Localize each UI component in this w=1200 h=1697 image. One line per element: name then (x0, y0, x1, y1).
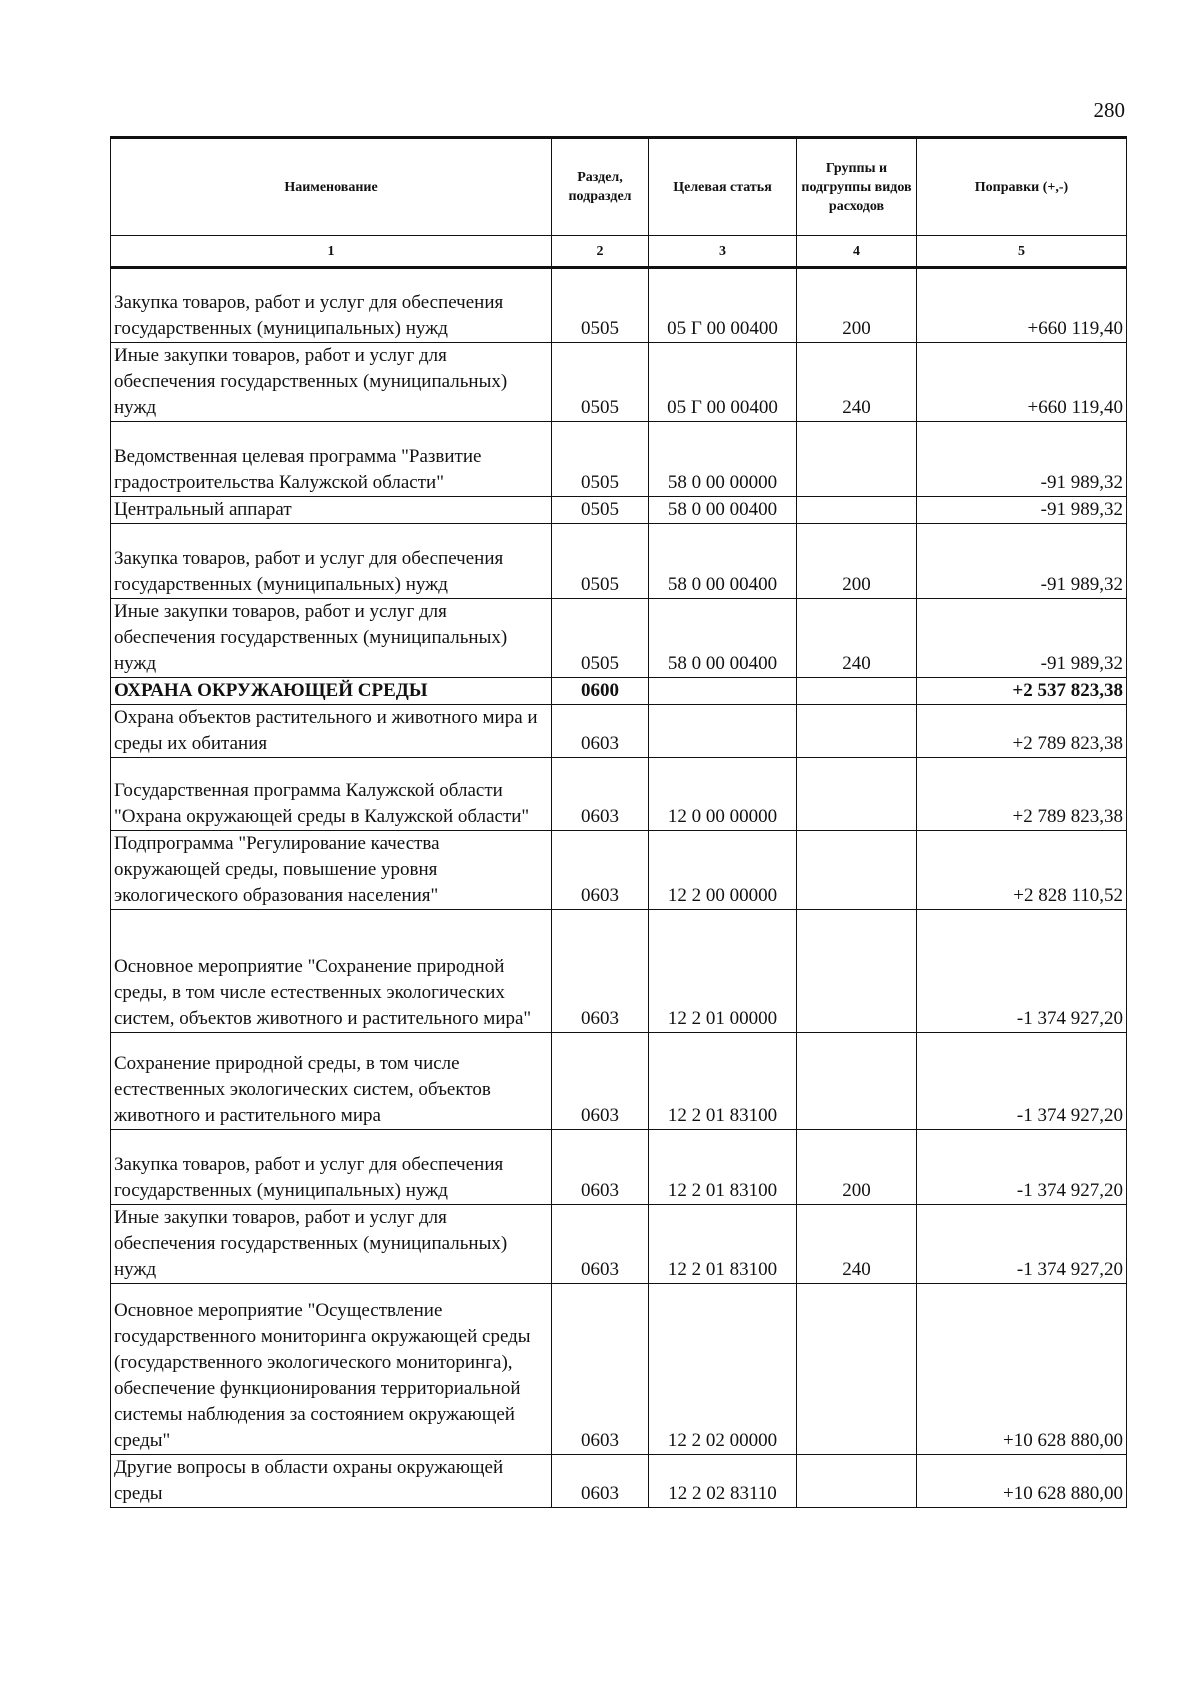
row-group-cell (797, 705, 917, 758)
table-row (111, 831, 1127, 910)
table-row (111, 1033, 1127, 1130)
table-row (111, 524, 1127, 599)
row-target-cell: 05 Г 00 00400 (649, 268, 797, 343)
table-row (111, 599, 1127, 678)
row-group-cell (797, 497, 917, 524)
row-section-cell: 0505 (552, 268, 649, 343)
row-name-cell: ОХРАНА ОКРУЖАЮЩЕЙ СРЕДЫ (111, 678, 552, 705)
header-section: Раздел, подраздел (552, 138, 649, 236)
row-section-cell: 0505 (552, 599, 649, 678)
row-section-cell: 0603 (552, 1205, 649, 1284)
table-header-row (111, 138, 1127, 236)
row-name-cell: Центральный аппарат (111, 497, 552, 524)
row-amount-cell: -1 374 927,20 (917, 1130, 1127, 1205)
row-group-cell (797, 1033, 917, 1130)
row-amount-cell: +660 119,40 (917, 268, 1127, 343)
row-name-cell: Ведомственная целевая программа "Развитие градостроительства Калужской области" (111, 422, 552, 497)
row-section-cell: 0603 (552, 910, 649, 1033)
row-target-cell: 12 2 02 00000 (649, 1284, 797, 1455)
row-amount-cell: -1 374 927,20 (917, 910, 1127, 1033)
row-amount-cell: +2 828 110,52 (917, 831, 1127, 910)
row-group-cell (797, 678, 917, 705)
row-target-cell: 12 0 00 00000 (649, 758, 797, 831)
column-number: 5 (917, 236, 1127, 268)
row-group-cell (797, 1455, 917, 1508)
row-group-cell: 200 (797, 268, 917, 343)
row-section-cell: 0505 (552, 343, 649, 422)
row-group-cell: 240 (797, 599, 917, 678)
row-section-cell: 0603 (552, 831, 649, 910)
row-target-cell: 05 Г 00 00400 (649, 343, 797, 422)
row-section-cell: 0603 (552, 758, 649, 831)
column-number: 4 (797, 236, 917, 268)
row-amount-cell: +660 119,40 (917, 343, 1127, 422)
row-group-cell (797, 910, 917, 1033)
table-row (111, 1130, 1127, 1205)
row-name-cell: Закупка товаров, работ и услуг для обеспечения государственных (муниципальных) нужд (111, 1130, 552, 1205)
row-amount-cell: +2 789 823,38 (917, 758, 1127, 831)
header-amendments: Поправки (+,-) (917, 138, 1127, 236)
column-number: 1 (111, 236, 552, 268)
row-group-cell: 240 (797, 1205, 917, 1284)
header-name: Наименование (111, 138, 552, 236)
row-amount-cell: +10 628 880,00 (917, 1455, 1127, 1508)
row-name-cell: Охрана объектов растительного и животного мира и среды их обитания (111, 705, 552, 758)
budget-amendments-table (110, 136, 1127, 1508)
table-row (111, 422, 1127, 497)
row-section-cell: 0600 (552, 678, 649, 705)
row-target-cell: 12 2 01 00000 (649, 910, 797, 1033)
row-target-cell: 12 2 01 83100 (649, 1130, 797, 1205)
row-target-cell: 12 2 00 00000 (649, 831, 797, 910)
row-name-cell: Основное мероприятие "Сохранение природной среды, в том числе естественных экологических систем, объектов животного и растительного мира" (111, 910, 552, 1033)
row-target-cell: 58 0 00 00000 (649, 422, 797, 497)
row-name-cell: Закупка товаров, работ и услуг для обеспечения государственных (муниципальных) нужд (111, 268, 552, 343)
row-target-cell: 12 2 02 83110 (649, 1455, 797, 1508)
row-name-cell: Иные закупки товаров, работ и услуг для обеспечения государственных (муниципальных) нужд (111, 343, 552, 422)
row-name-cell: Иные закупки товаров, работ и услуг для обеспечения государственных (муниципальных) нужд (111, 599, 552, 678)
row-amount-cell: -1 374 927,20 (917, 1205, 1127, 1284)
row-target-cell (649, 705, 797, 758)
row-name-cell: Подпрограмма "Регулирование качества окружающей среды, повышение уровня экологического образования населения" (111, 831, 552, 910)
row-amount-cell: -91 989,32 (917, 422, 1127, 497)
row-name-cell: Сохранение природной среды, в том числе естественных экологических систем, объектов животного и растительного мира (111, 1033, 552, 1130)
row-amount-cell: +2 789 823,38 (917, 705, 1127, 758)
table-row (111, 910, 1127, 1033)
table-row (111, 497, 1127, 524)
table-row (111, 1205, 1127, 1284)
page-number: 280 (1093, 98, 1125, 122)
row-group-cell: 240 (797, 343, 917, 422)
row-section-cell: 0603 (552, 1130, 649, 1205)
row-amount-cell: +10 628 880,00 (917, 1284, 1127, 1455)
row-amount-cell: -91 989,32 (917, 497, 1127, 524)
row-target-cell: 58 0 00 00400 (649, 497, 797, 524)
row-section-cell: 0603 (552, 1455, 649, 1508)
table-row (111, 678, 1127, 705)
row-section-cell: 0505 (552, 422, 649, 497)
row-name-cell: Иные закупки товаров, работ и услуг для обеспечения государственных (муниципальных) нужд (111, 1205, 552, 1284)
header-target: Целевая статья (649, 138, 797, 236)
row-name-cell: Другие вопросы в области охраны окружающей среды (111, 1455, 552, 1508)
row-section-cell: 0603 (552, 1033, 649, 1130)
row-amount-cell: -1 374 927,20 (917, 1033, 1127, 1130)
row-section-cell: 0603 (552, 1284, 649, 1455)
row-target-cell (649, 678, 797, 705)
row-target-cell: 12 2 01 83100 (649, 1205, 797, 1284)
row-group-cell (797, 758, 917, 831)
table-row (111, 1455, 1127, 1508)
row-group-cell (797, 422, 917, 497)
row-amount-cell: +2 537 823,38 (917, 678, 1127, 705)
table-row (111, 1284, 1127, 1455)
row-name-cell: Основное мероприятие "Осуществление государственного мониторинга окружающей среды (государственного экологического мониторинга), обеспечение функционирования территориальной системы наблюдения за состоянием окружающей среды" (111, 1284, 552, 1455)
column-number: 2 (552, 236, 649, 268)
row-amount-cell: -91 989,32 (917, 524, 1127, 599)
row-section-cell: 0505 (552, 497, 649, 524)
table-row (111, 268, 1127, 343)
table-row (111, 758, 1127, 831)
row-section-cell: 0603 (552, 705, 649, 758)
row-group-cell: 200 (797, 524, 917, 599)
row-group-cell (797, 831, 917, 910)
row-target-cell: 12 2 01 83100 (649, 1033, 797, 1130)
row-group-cell: 200 (797, 1130, 917, 1205)
table-row (111, 705, 1127, 758)
row-group-cell (797, 1284, 917, 1455)
row-name-cell: Закупка товаров, работ и услуг для обеспечения государственных (муниципальных) нужд (111, 524, 552, 599)
row-target-cell: 58 0 00 00400 (649, 599, 797, 678)
row-section-cell: 0505 (552, 524, 649, 599)
row-name-cell: Государственная программа Калужской области "Охрана окружающей среды в Калужской области" (111, 758, 552, 831)
column-number: 3 (649, 236, 797, 268)
row-target-cell: 58 0 00 00400 (649, 524, 797, 599)
column-number-row (111, 236, 1127, 268)
table-row (111, 343, 1127, 422)
row-amount-cell: -91 989,32 (917, 599, 1127, 678)
header-groups: Группы и подгруппы видов расходов (797, 138, 917, 236)
